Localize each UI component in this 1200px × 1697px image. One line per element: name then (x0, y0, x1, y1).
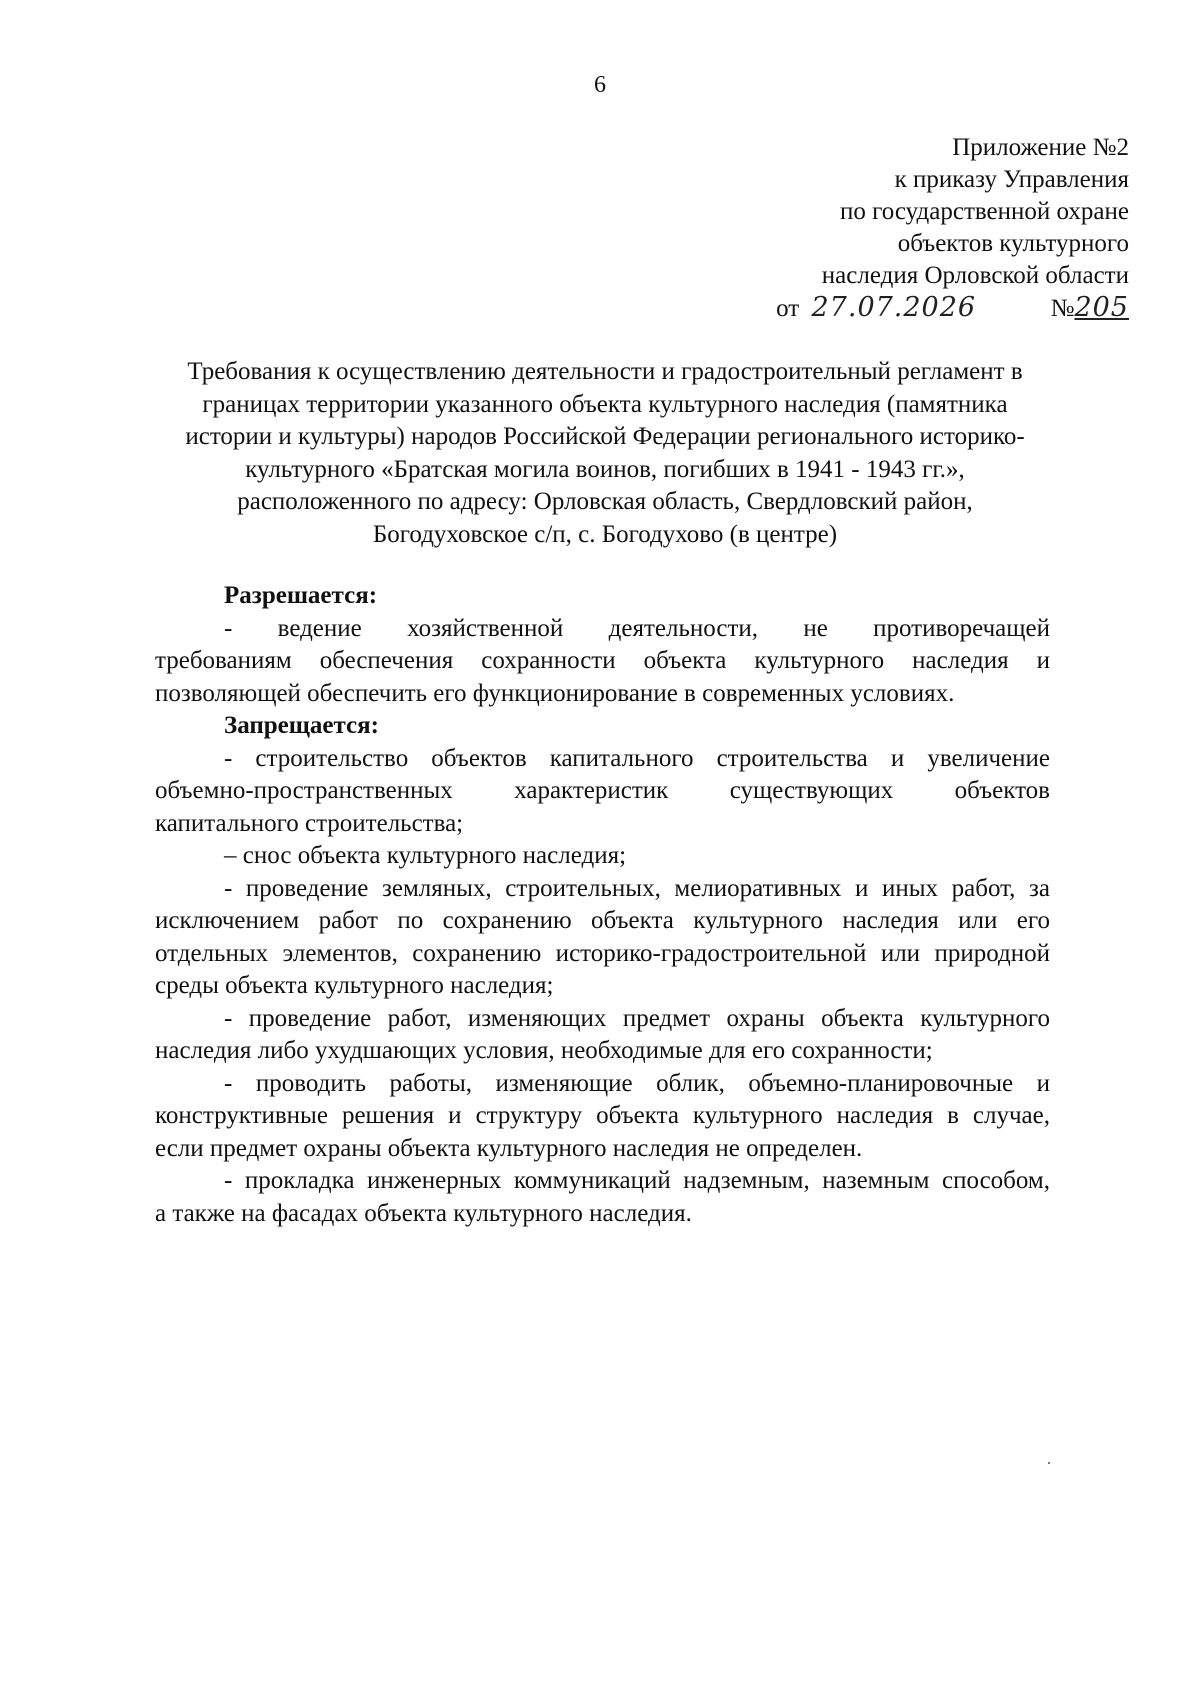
allowed-line: требованиям обеспечения сохранности объекта культурного наследия и (155, 647, 1050, 674)
page-number: 6 (594, 72, 606, 98)
prohibited-line: - проводить работы, изменяющие облик, объемно-планировочные и (224, 1069, 1050, 1097)
title-line: расположенного по адресу: Орловская область, Свердловский район, (237, 488, 973, 515)
appendix-header (776, 132, 1129, 325)
prohibited-line: конструктивные решения и структуру объекта культурного наследия в случае, (155, 1102, 1050, 1129)
document-body (155, 580, 1050, 1230)
appendix-line: по государственной охране (839, 198, 1129, 225)
prohibited-line: - прокладка инженерных коммуникаций надземным, наземным способом, (224, 1167, 1050, 1194)
allowed-line: - ведение хозяйственной деятельности, не противоречащей (224, 614, 1050, 642)
prohibited-line: - проведение земляных, строительных, мелиоративных и иных работ, за (224, 874, 1050, 902)
title-line: истории и культуры) народов Российской Федерации регионального историко- (185, 423, 1025, 450)
appendix-line: к приказу Управления (894, 166, 1129, 193)
prohibited-line: наследия либо ухудшающих условия, необходимые для его сохранности; (155, 1037, 933, 1064)
prohibited-line: среды объекта культурного наследия; (155, 972, 554, 999)
handwritten-date: 27.07.2026 (811, 292, 977, 323)
date-prefix: от (776, 295, 800, 322)
prohibited-line: объемно-пространственных характеристик существующих объектов (155, 777, 1050, 804)
appendix-line: наследия Орловской области (821, 262, 1129, 289)
prohibited-line: если предмет охраны объекта культурного наследия не определен. (155, 1134, 863, 1162)
number-prefix: № (1050, 295, 1075, 322)
document-title (150, 356, 1060, 551)
prohibited-line: капитального строительства; (155, 809, 464, 837)
title-line: Богодуховское с/п, с. Богодухово (в центре) (372, 520, 838, 548)
prohibited-heading: Запрещается: (224, 712, 380, 739)
prohibited-line: - строительство объектов капитального строительства и увеличение (224, 744, 1050, 772)
order-date-line (776, 292, 1129, 325)
prohibited-line: – снос объекта культурного наследия; (224, 842, 627, 869)
allowed-heading: Разрешается: (224, 582, 378, 609)
title-line: Требования к осуществлению деятельности и градостроительный регламент в (187, 358, 1023, 385)
title-line: культурного «Братская могила воинов, погибших в 1941 - 1943 гг.», (245, 455, 965, 483)
prohibited-line: исключением работ по сохранению объекта культурного наследия или его (155, 907, 1050, 934)
scan-speck (1048, 1462, 1050, 1464)
allowed-line: позволяющей обеспечить его функционирование в современных условиях. (155, 679, 955, 707)
prohibited-line: отдельных элементов, сохранению историко-градостроительной или природной (155, 939, 1050, 967)
handwritten-number: 205 (1074, 292, 1129, 323)
title-line: границах территории указанного объекта культурного наследия (памятника (202, 390, 1008, 418)
prohibited-line: - проведение работ, изменяющих предмет охраны объекта культурного (224, 1004, 1050, 1032)
prohibited-line: а также на фасадах объекта культурного наследия. (155, 1199, 692, 1227)
appendix-line: объектов культурного (897, 230, 1129, 257)
appendix-line: Приложение №2 (952, 134, 1129, 161)
